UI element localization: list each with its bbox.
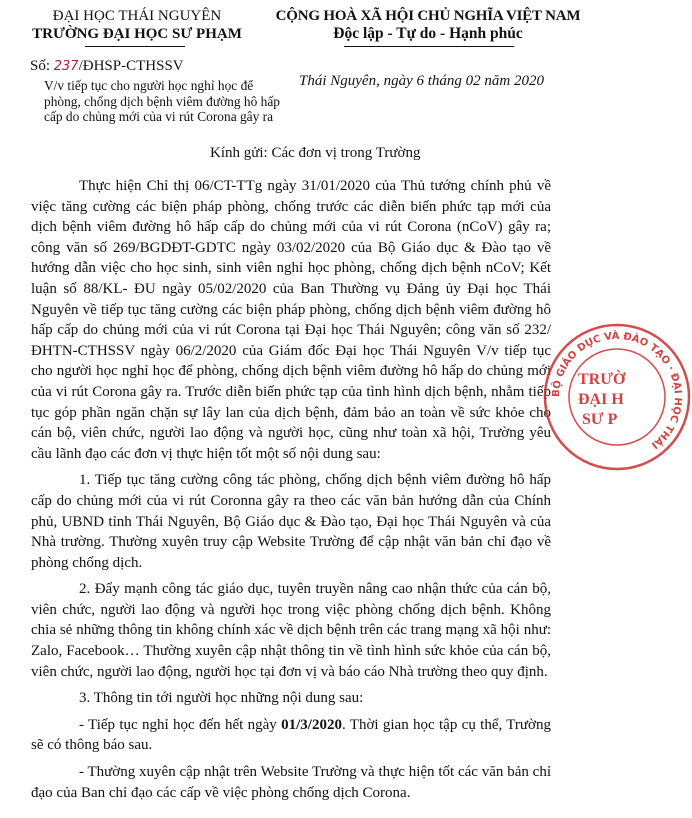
- seal-ring-text: BỘ GIÁO DỤC VÀ ĐÀO TẠO · ĐẠI HỌC THÁI: [550, 330, 684, 451]
- issuer-parent: ĐẠI HỌC THÁI NGUYÊN: [52, 8, 222, 24]
- seal-inner-line1: TRƯỜ: [578, 371, 626, 388]
- sub-item-2: - Thường xuyên cập nhật trên Website Trường và thực hiện tốt các văn bản chỉ đạo của Ban chỉ đạo các cấp về việc phòng chống dịch Corona.: [31, 764, 551, 801]
- seal-inner-line3: SƯ P: [582, 411, 618, 428]
- document-number: Số: 237/ĐHSP-CTHSSV: [30, 58, 184, 74]
- subject-line: V/v tiếp tục cho người học nghỉ học để phòng, chống dịch bệnh viêm đường hô hấp cấp do chủng mới của vi rút Corona gây ra: [44, 78, 280, 125]
- handwritten-number: 237: [53, 59, 79, 74]
- sub-item-1: - Tiếp tục nghỉ học đến hết ngày 01/3/2020. Thời gian học tập cụ thể, Trường sẽ có thông báo sau.: [31, 716, 551, 754]
- motto: Độc lập - Tự do - Hạnh phúc: [333, 25, 523, 42]
- issuer-underline: [85, 46, 185, 47]
- official-seal: [542, 322, 692, 472]
- date-line: Thái Nguyên, ngày 6 tháng 02 năm 2020: [299, 73, 544, 89]
- end-date: 01/3/2020: [281, 716, 342, 733]
- item-3: 3. Thông tin tới người học những nội dung sau:: [79, 690, 364, 707]
- recipient-line: Kính gửi: Các đơn vị trong Trường: [210, 145, 421, 161]
- seal-inner-line2: ĐẠI H: [578, 391, 624, 408]
- item-2: 2. Đẩy mạnh công tác giáo dục, tuyên truyền nâng cao nhận thức của cán bộ, viên chức, người lao động và người học trong việc phòng chống dịch bệnh. Không chia sẻ những thông tin không chính xác về dịch bệnh trên các trang mạng xã hội như: Zalo, Facebook… Thường xuyên cập nhật thông tin về tình hình sức khỏe của cán bộ, viên chức, người lao động, người học tại đơn vị và báo cáo Nhà trường theo quy định.: [31, 581, 551, 680]
- issuer-name: TRƯỜNG ĐẠI HỌC SƯ PHẠM: [32, 26, 242, 42]
- document-body: [31, 176, 551, 809]
- country-name: CỘNG HOÀ XÃ HỘI CHỦ NGHĨA VIỆT NAM: [275, 8, 581, 24]
- item-1: 1. Tiếp tục tăng cường công tác phòng, chống dịch bệnh viêm đường hô hấp cấp do chủng mới của vi rút Coronna gây ra theo các văn bản hướng dẫn của Chính phủ, UBND tỉnh Thái Nguyên, Bộ Giáo dục & Đào tạo, Đại học Thái Nguyên và của Nhà trường. Thường xuyên truy cập Website Trường để cập nhật văn bản chỉ đạo về phòng chống dịch.: [31, 472, 551, 571]
- issuer-block: [22, 8, 252, 43]
- intro-paragraph: Thực hiện Chỉ thị 06/CT-TTg ngày 31/01/2020 của Thủ tướng chính phủ về việc tăng cường các biện pháp phòng, chống trước các diễn biến phức tạp mới của dịch bệnh viêm đường hô hấp cấp do chủng mới của vi rút Corona (nCoV) gây ra; công văn số 269/BGDĐT-GDTC ngày 03/02/2020 của Bộ Giáo dục & Đào tạo về hướng dẫn việc cho học sinh, sinh viên nghỉ học phòng, chống dịch bệnh nCoV; Kết luận số 88/KL- ĐU ngày 05/02/2020 của Ban Thường vụ Đảng ủy Đại học Thái Nguyên về tiếp tục tăng cường các biện pháp phòng, chống dịch bệnh viêm đường hô hấp cấp do chủng mới của vi rút Corona tại Đại học Thái Nguyên; công văn số 232/ĐHTN-CTHSSV ngày 06/2/2020 của Giám đốc Đại học Thái Nguyên V/v tiếp tục cho người học nghỉ học để phòng, chống dịch bệnh viêm đường hô hấp do chủng mới của vi rút Corona gây ra. Trước diễn biến phức tạp của tình hình dịch bệnh, nhằm tiếp tục góp phần ngăn chặn sự lây lan của dịch bệnh, đảm bảo an toàn về sức khỏe cho cán bộ, viên chức, người lao động và người học, cũng như toàn xã hội, Trường yêu cầu lãnh đạo các đơn vị thực hiện tốt một số nội dung sau:: [31, 178, 551, 462]
- national-heading: [258, 8, 598, 43]
- motto-underline: [344, 46, 514, 47]
